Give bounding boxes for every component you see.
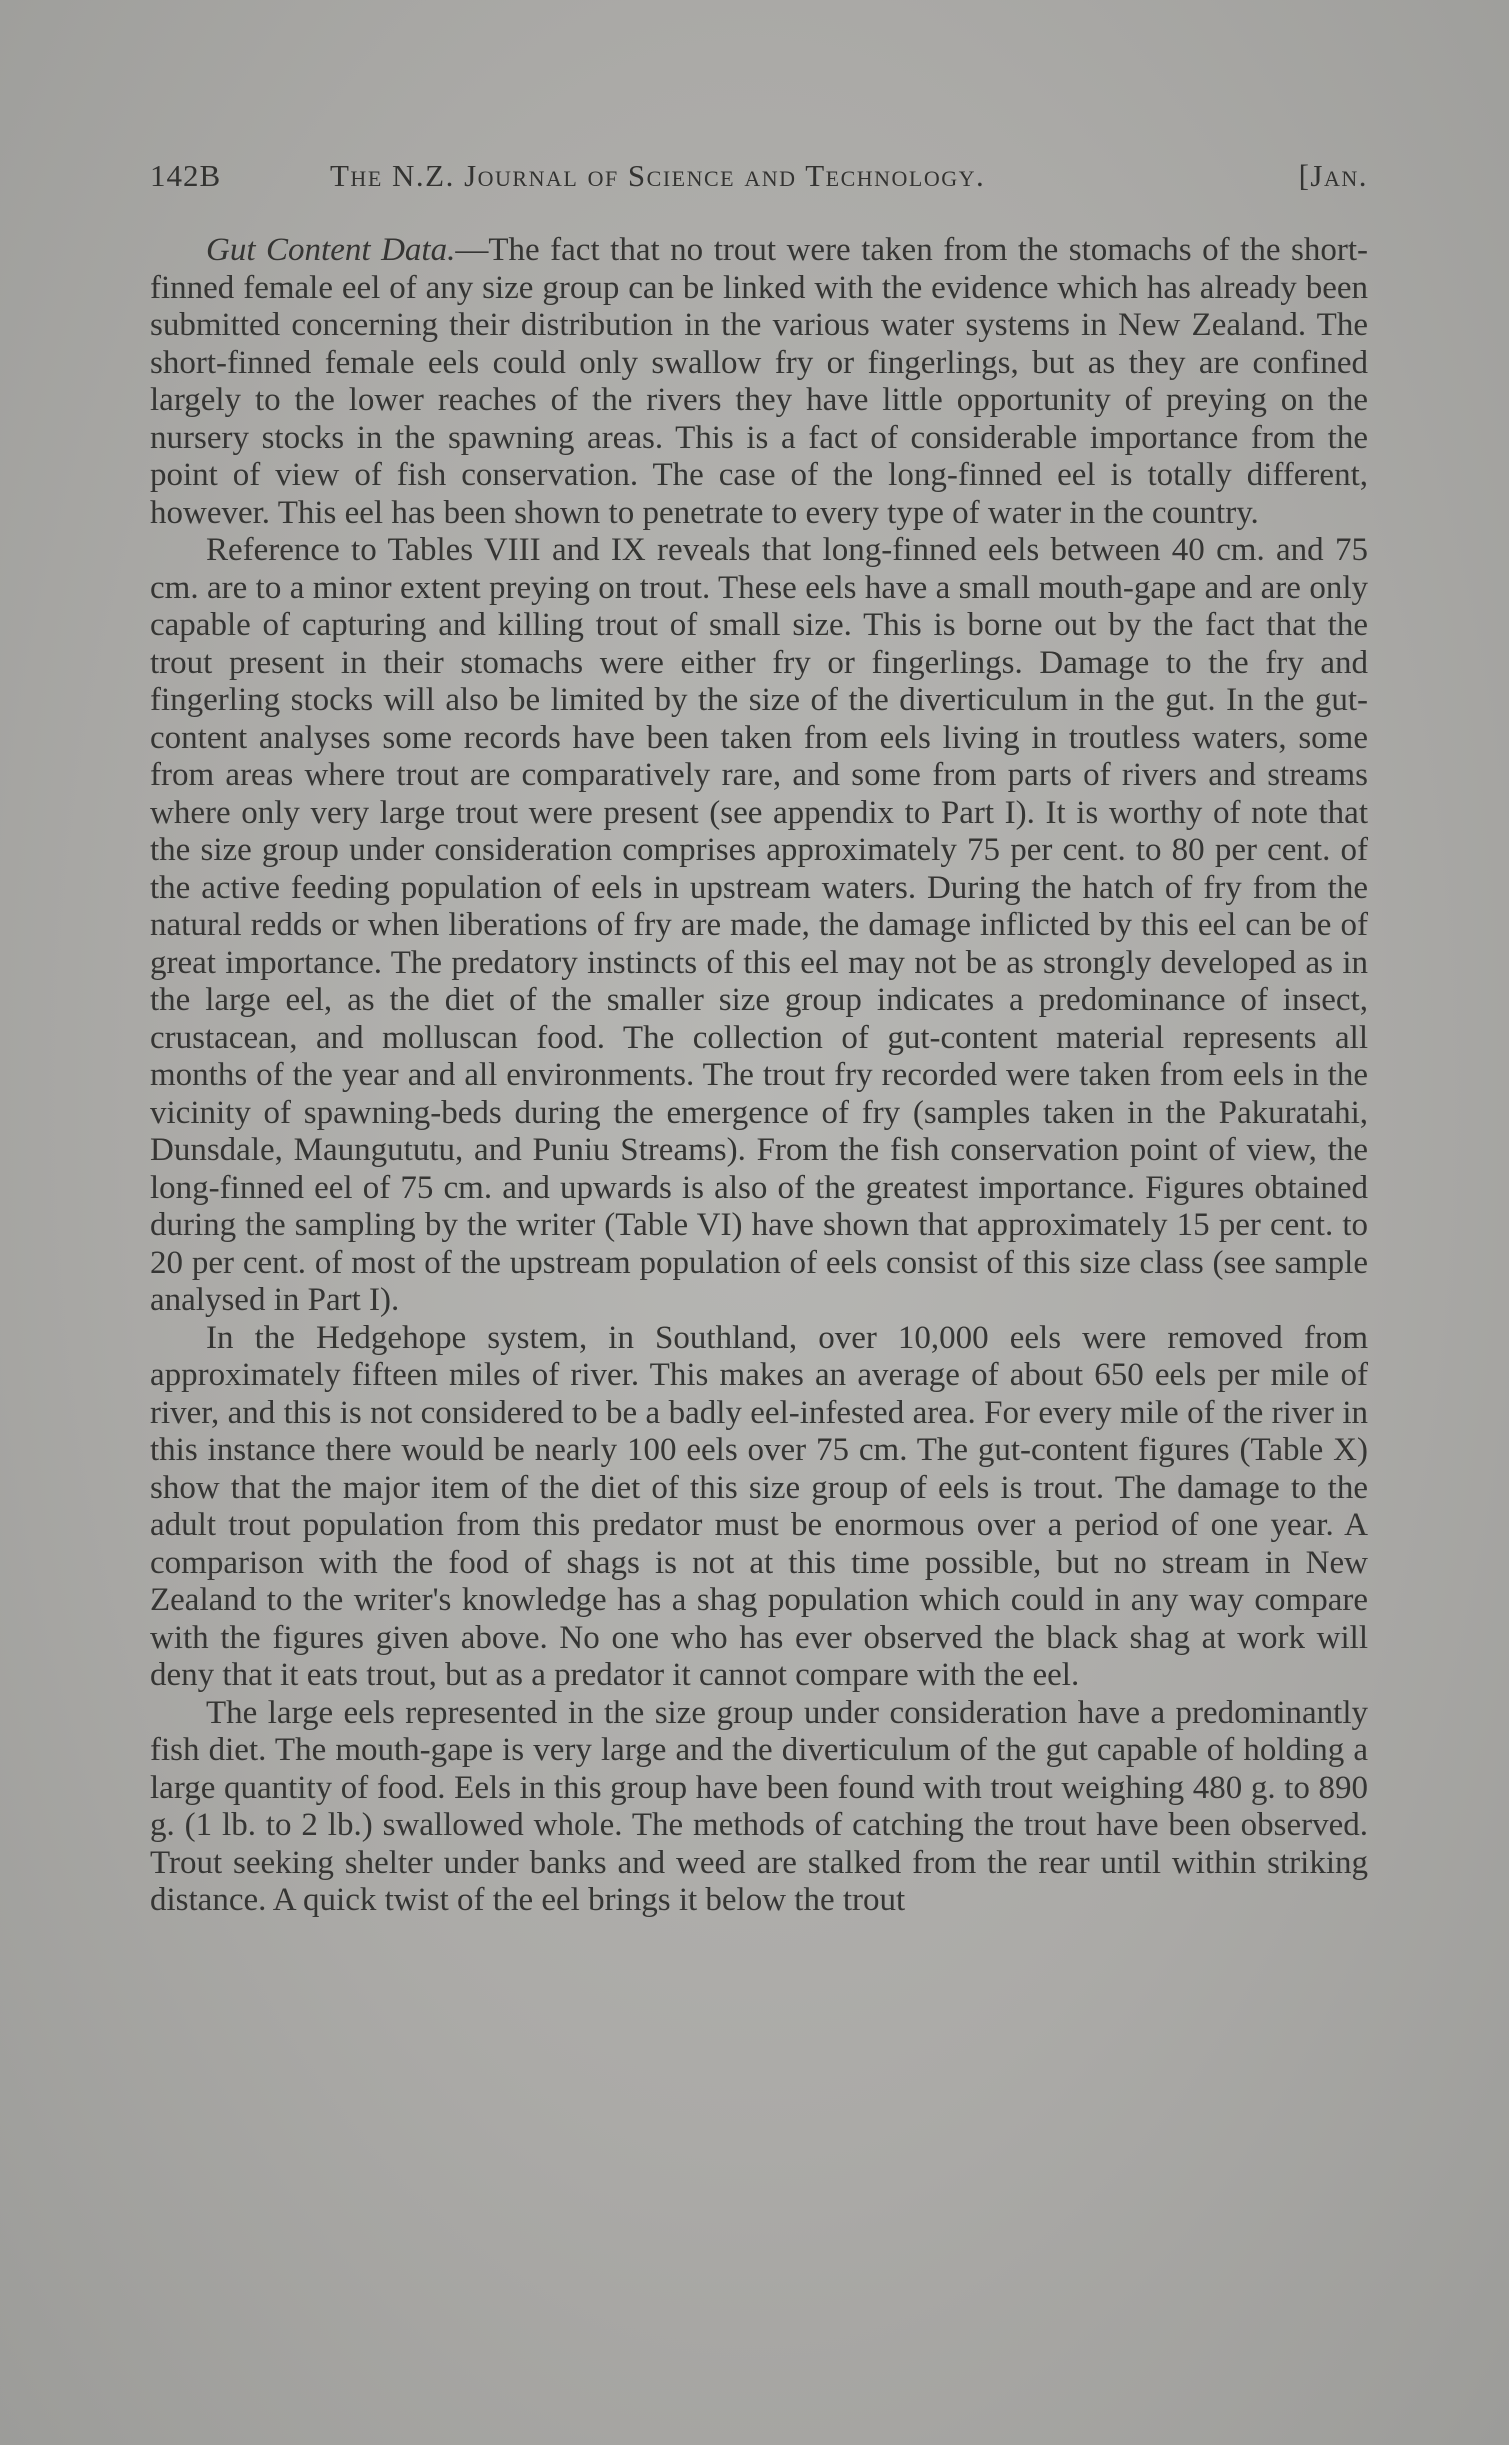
section-lead-title: Gut Content Data.: [206, 232, 456, 268]
paragraph-hedgehope: [150, 1320, 1368, 1695]
page-number: 142B: [150, 158, 222, 193]
paragraph-text: The large eels represented in the size group under consideration have a predominantly fish diet. The mouth-gape is very large and the diverticulum of the gut capable of holding a large quantity of food. Eels in this group have been found with trout weighing 480 g. to 890 g. (1 lb. to 2 lb.) swallowed whole. The methods of catching the trout have been observed. Trout seeking shelter under banks and weed are stalked from the rear until within striking distance. A quick twist of the eel brings it below the trout: [150, 1694, 1368, 1918]
running-header: [150, 158, 1368, 202]
issue-month: [Jan.: [1298, 158, 1368, 193]
paragraph-tables-reference: [150, 532, 1368, 1320]
paragraph-text: —The fact that no trout were taken from the stomachs of the short-finned female eel of any size group can be linked with the evidence which has already been submitted concerning their distribution in the various water systems in New Zealand. The short-finned female eels could only swallow fry or fingerlings, but as they are confined largely to the lower reaches of the rivers they have little opportunity of preying on the nursery stocks in the spawning areas. This is a fact of considerable importance from the point of view of fish conservation. The case of the long-finned eel is totally different, however. This eel has been shown to penetrate to every type of water in the country.: [150, 232, 1368, 531]
paragraph-gut-content: [150, 232, 1368, 532]
article-body: [150, 232, 1368, 1920]
journal-title: The N.Z. Journal of Science and Technology.: [330, 158, 986, 193]
paragraph-text: In the Hedgehope system, in Southland, over 10,000 eels were removed from approximately fifteen miles of river. This makes an average of about 650 eels per mile of river, and this is not considered to be a badly eel-infested area. For every mile of the river in this instance there would be nearly 100 eels over 75 cm. The gut-content figures (Table X) show that the major item of the diet of this size group of eels is trout. The damage to the adult trout population from this predator must be enormous over a period of one year. A comparison with the food of shags is not at this time possible, but no stream in New Zealand to the writer's knowledge has a shag population which could in any way compare with the figures given above. No one who has ever observed the black shag at work will deny that it eats trout, but as a predator it cannot compare with the eel.: [150, 1319, 1368, 1693]
paragraph-text: Reference to Tables VIII and IX reveals that long-finned eels between 40 cm. and 75 cm. are to a minor extent preying on trout. These eels have a small mouth-gape and are only capable of capturing and killing trout of small size. This is borne out by the fact that the trout present in their stomachs were either fry or fingerlings. Damage to the fry and fingerling stocks will also be limited by the size of the diverticulum in the gut. In the gut-content analyses some records have been taken from eels living in troutless waters, some from areas where trout are comparatively rare, and some from parts of rivers and streams where only very large trout were present (see appendix to Part I). It is worthy of note that the size group under consideration comprises approximately 75 per cent. to 80 per cent. of the active feeding population of eels in upstream waters. During the hatch of fry from the natural redds or when liberations of fry are made, the damage inflicted by this eel can be of great importance. The predatory instincts of this eel may not be as strongly developed as in the large eel, as the diet of the smaller size group indicates a predominance of insect, crustacean, and molluscan food. The collection of gut-content material represents all months of the year and all environments. The trout fry recorded were taken from eels in the vicinity of spawning-beds during the emergence of fry (samples taken in the Pakuratahi, Dunsdale, Maungututu, and Puniu Streams). From the fish conservation point of view, the long-finned eel of 75 cm. and upwards is also of the greatest importance. Figures obtained during the sampling by the writer (Table VI) have shown that approximately 15 per cent. to 20 per cent. of most of the upstream population of eels consist of this size class (see sample analysed in Part I).: [150, 532, 1368, 1318]
paragraph-large-eels: [150, 1695, 1368, 1920]
